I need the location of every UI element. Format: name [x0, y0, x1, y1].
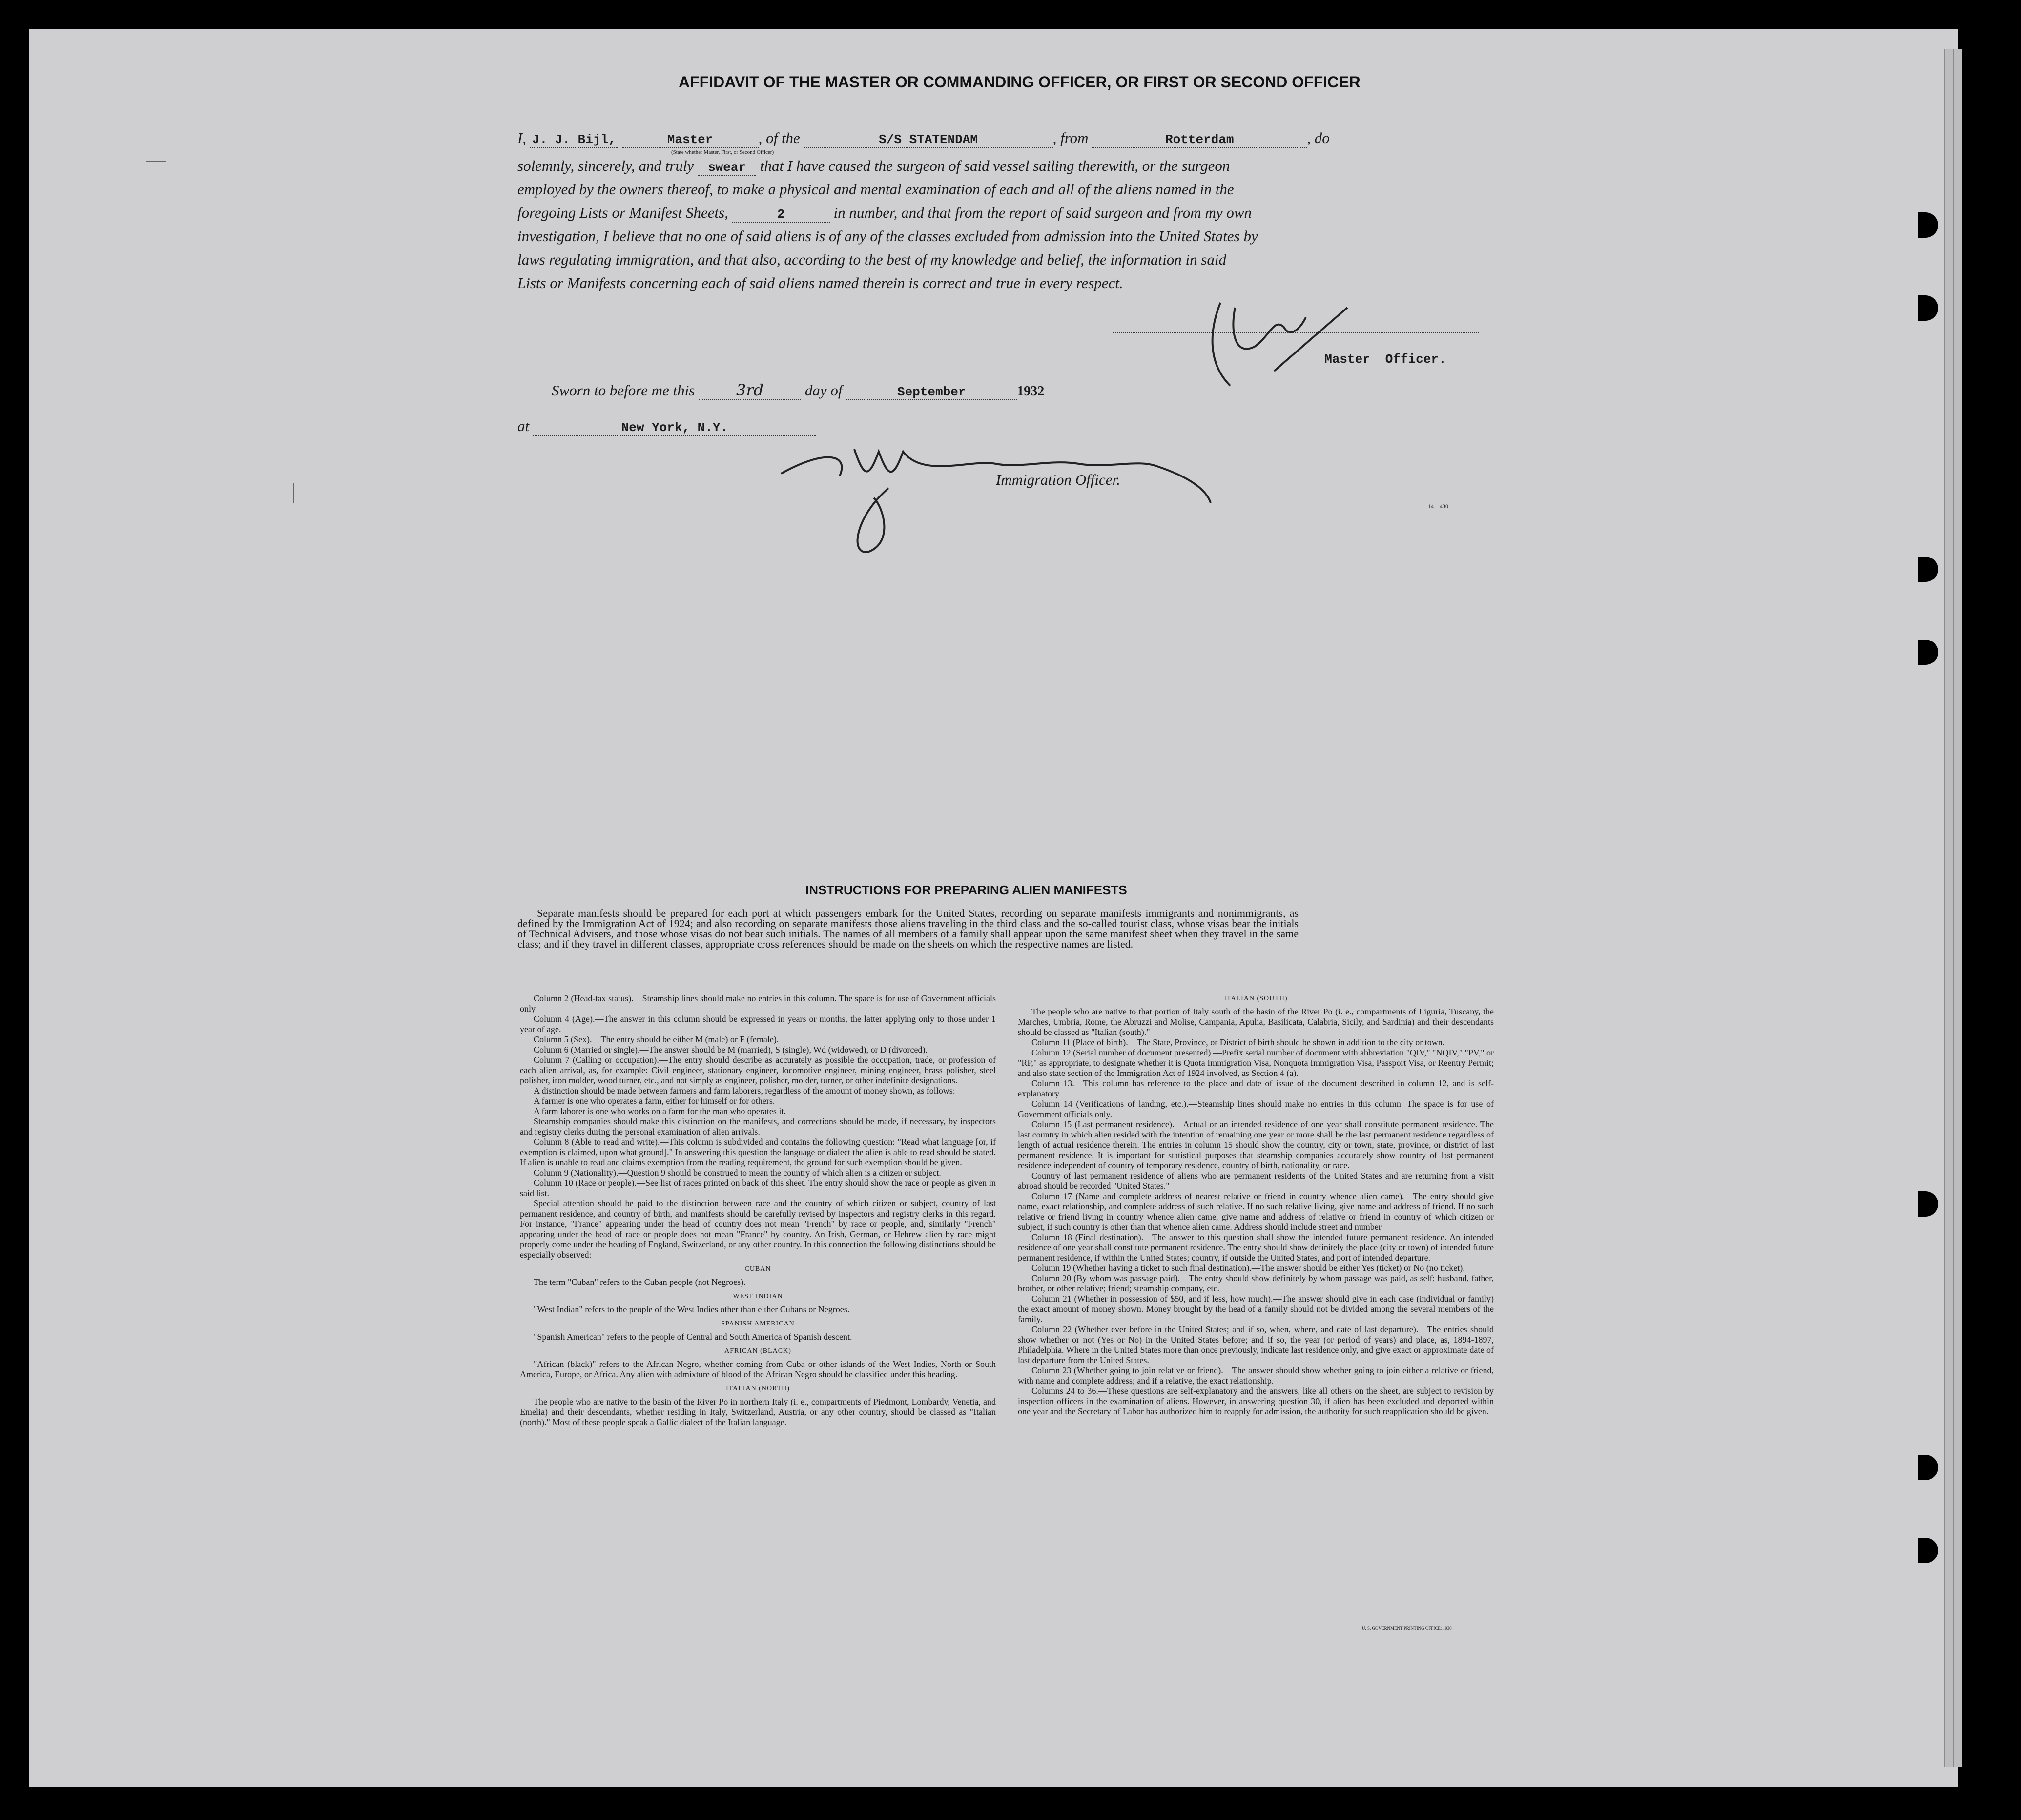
- instruction-paragraph: Columns 24 to 36.—These questions are self-explanatory and the answers, like all others on the sheet, are subject to revision by inspection officers in the examination of aliens. However, in answering question 30, if alien has been excluded and deported within one year and the Secretary of Labor has authorized him to reapply for admission, the authority for such reapplication should be given.: [1018, 1386, 1494, 1416]
- instruction-paragraph: The people who are native to that portion of Italy south of the basin of the River Po (i. e., compartments of Liguria, Tuscany, the Marches, Umbria, Rome, the Abruzzi and Molise, Campania, Apulia, Basilicata, Calabria, Sicily, and Sardinia) and their descendants should be classed as "Italian (south).": [1018, 1007, 1494, 1037]
- immigration-officer-label: Immigration Officer.: [996, 471, 1120, 488]
- instructions-left-column: [520, 993, 996, 1427]
- rank-field: Master: [622, 132, 759, 148]
- sworn-line: [552, 381, 1044, 400]
- text: I,: [517, 129, 527, 146]
- sworn-month-field: September: [846, 385, 1017, 400]
- text: , from: [1052, 129, 1089, 146]
- instruction-paragraph: Column 12 (Serial number of document presented).—Prefix serial number of document with abbreviation "QIV," "NQIV," "PV," or "RP," as appropriate, to designate whether it is Quota Immigration Visa, Nonquota Immigration Visa, Passport Visa, or Reentry Permit; and also state section of the Immigration Act of 1924 involved, as Section 4 (a).: [1018, 1048, 1494, 1078]
- officer-word: Officer.: [1385, 352, 1446, 367]
- affidavit-line-7: Lists or Manifests concerning each of said aliens named therein is correct and true in every respect.: [517, 274, 1123, 291]
- instruction-paragraph: Column 2 (Head-tax status).—Steamship lines should make no entries in this column. The space is for use of Government officials only.: [520, 993, 996, 1013]
- instruction-paragraph: Column 10 (Race or people).—See list of races printed on back of this sheet. The entry should show the race or people as given in said list.: [520, 1178, 996, 1198]
- instruction-paragraph: Column 23 (Whether going to join relative or friend).—The answer should show whether going to join either a relative or friend, with name and complete address; and if a relative, the exact relationship.: [1018, 1365, 1494, 1386]
- affidavit-line-4: [517, 204, 1252, 223]
- instruction-paragraph: Column 18 (Final destination).—The answer to this question shall show the intended future permanent residence. An intended residence of one year shall constitute permanent residence. The entry should show definitely the place (city or town) of intended future permanent residence, if within the United States; country, if outside the United States, and port of intended departure.: [1018, 1232, 1494, 1262]
- instruction-paragraph: The term "Cuban" refers to the Cuban people (not Negroes).: [534, 1277, 746, 1287]
- instruction-paragraph: "Spanish American" refers to the people of Central and South America of Spanish descent.: [534, 1332, 852, 1342]
- instruction-paragraph: A farm laborer is one who works on a farm for the man who operates it.: [534, 1106, 786, 1116]
- master-signature: [1201, 288, 1357, 395]
- text: , do: [1307, 129, 1330, 146]
- page-edge: [1953, 49, 1962, 1767]
- instruction-paragraph: Column 6 (Married or single).—The answer should be M (married), S (single), Wd (widowed), or D (divorced).: [534, 1045, 928, 1055]
- section-heading: ITALIAN (NORTH): [726, 1385, 790, 1392]
- section-heading: AFRICAN (BLACK): [724, 1347, 791, 1355]
- affidavit-line-2: [517, 157, 1230, 176]
- sheets-field: 2: [732, 207, 830, 223]
- officer-title: [1313, 349, 1446, 367]
- form-number: 14—430: [1428, 503, 1448, 510]
- instruction-paragraph: Column 15 (Last permanent residence).—Actual or an intended residence of one year shall constitute permanent residence. The last country in which alien resided with the intention of remaining one year or more shall be the last permanent residence regardless of length of actual residence therein. The entries in column 15 should show the country, city or town, state, province, or district of last permanent residence. It is important for statistical purposes that steamship companies accurately show country of last permanent residence independent of country of temporary residence, country of birth, nationality, or race.: [1018, 1119, 1494, 1170]
- affidavit-line-3: employed by the owners thereof, to make a physical and mental examination of each and all of the aliens named in the: [517, 181, 1234, 198]
- instruction-paragraph: A distinction should be made between farmers and farm laborers, regardless of the amount of money shown, as follows:: [534, 1086, 955, 1096]
- instruction-paragraph: Column 14 (Verifications of landing, etc.).—Steamship lines should make no entries in this column. The space is for use of Government officials only.: [1018, 1099, 1494, 1119]
- instructions-right-column: [1018, 993, 1494, 1417]
- year: 1932: [1017, 384, 1045, 399]
- section-heading: ITALIAN (SOUTH): [1224, 995, 1288, 1002]
- instruction-paragraph: Column 17 (Name and complete address of nearest relative or friend in country whence alien came).—The entry should give name, exact relationship, and complete address of such relative. If no such relative living, give name and address of friend. If no such relative or friend living in country whence alien came, give name and address of relative or friend in country of which citizen or subject, if such country is other than that whence alien came. Address should include street and number.: [1018, 1191, 1494, 1232]
- printer-line: U. S. GOVERNMENT PRINTING OFFICE: 1930: [1362, 1626, 1452, 1631]
- text: in number, and that from the report of said surgeon and from my own: [833, 204, 1252, 221]
- section-heading: WEST INDIAN: [733, 1293, 783, 1300]
- instruction-paragraph: Special attention should be paid to the distinction between race and the country of which citizen or subject, country of last permanent residence, and country of birth, and manifests should be carefully revised by inspectors and registry clerks in this regard. For instance, "France" appearing under the head of country does not mean "French" by race or people, and, similarly "French" appearing under the head of race or people does not mean "France" by country. An Irish, German, or Hebrew alien by race might properly come under the heading of England, Switzerland, or any other country. In this connection the following distinctions should be especially observed:: [520, 1199, 996, 1260]
- instruction-paragraph: Column 13.—This column has reference to the place and date of issue of the document described in column 12, and is self-explanatory.: [1018, 1078, 1494, 1098]
- text: , of the: [758, 129, 800, 146]
- place-field: New York, N.Y.: [533, 420, 816, 436]
- margin-mark: [146, 161, 166, 162]
- instruction-paragraph: Column 5 (Sex).—The entry should be either M (male) or F (female).: [534, 1034, 779, 1044]
- instruction-paragraph: Column 7 (Calling or occupation).—The entry should describe as accurately as possible the occupation, trade, or profession of each alien arrival, as, for example: Civil engineer, stationary engineer, locomotive engineer, mining engineer, brass polisher, steel polisher, iron molder, wood turner, etc., and not simply as engineer, polisher, molder, turner, or other indefinite designations.: [520, 1055, 996, 1085]
- instruction-paragraph: Column 11 (Place of birth).—The State, Province, or District of birth should be shown in addition to the city or town.: [1031, 1037, 1445, 1047]
- rank-note: (State whether Master, First, or Second Officer): [671, 149, 774, 155]
- text: day of: [804, 382, 843, 399]
- instruction-paragraph: "West Indian" refers to the people of the West Indies other than either Cubans or Negroes.: [534, 1304, 850, 1314]
- instruction-paragraph: Column 4 (Age).—The answer in this column should be expressed in years or months, the latter applying only to those under 1 year of age.: [520, 1014, 996, 1034]
- text: foregoing Lists or Manifest Sheets,: [517, 204, 728, 221]
- instruction-paragraph: "African (black)" refers to the African Negro, whether coming from Cuba or other islands of the West Indies, North or South America, Europe, or Africa. Any alien with admixture of blood of the African Negro should be classified under this heading.: [520, 1359, 996, 1379]
- oath-field: swear: [698, 160, 756, 176]
- instruction-paragraph: Column 19 (Whether having a ticket to such final destination).—The answer should be either Yes (ticket) or No (no ticket).: [1031, 1263, 1465, 1273]
- master-name-field: J. J. Bijl,: [530, 132, 618, 148]
- port-field: Rotterdam: [1092, 132, 1307, 148]
- instruction-paragraph: Country of last permanent residence of aliens who are permanent residents of the United States and are returning from a visit abroad should be recorded "United States.": [1018, 1171, 1494, 1191]
- text: at: [517, 417, 530, 434]
- officer-rank: Master: [1324, 352, 1370, 367]
- affidavit-title: AFFIDAVIT OF THE MASTER OR COMMANDING OFFICER, OR FIRST OR SECOND OFFICER: [679, 73, 1361, 91]
- section-heading: SPANISH AMERICAN: [721, 1320, 795, 1327]
- instructions-intro: Separate manifests should be prepared for each port at which passengers embark for the United States, recording on separate manifests immigrants and nonimmigrants, as defined by the Immigration Act of 1924; and also recording on separate manifests those aliens traveling in the third class and the so-called tourist class, whose visas bear the initials of Technical Advisers, and those whose visas do not bear such initials. The names of all members of a family shall appear upon the same manifest sheet when they travel in the same class; and if they travel in different classes, appropriate cross references should be made on the sheets on which the respective names are listed.: [517, 907, 1299, 950]
- margin-mark: [293, 483, 294, 503]
- sworn-day-field: 3rd: [699, 381, 801, 400]
- text: Sworn to before me this: [552, 382, 695, 399]
- instruction-paragraph: The people who are native to the basin of the River Po in northern Italy (i. e., compartments of Piedmont, Lombardy, Venetia, and Emelia) and their descendants, whether residing in Italy, Switzerland, Austria, or any other country, should be classed as "Italian (north)." Most of these people speak a Gallic dialect of the Italian language.: [520, 1397, 996, 1427]
- affidavit-line-1: [517, 129, 1330, 148]
- vessel-field: S/S STATENDAM: [804, 132, 1053, 148]
- instruction-paragraph: Column 22 (Whether ever before in the United States; and if so, when, where, and date of last departure).—The entries should show whether or not (Yes or No) in the United States before; and if so, the year (or period of years) and place, as, 1894-1897, Philadelphia. Where in the United States more than once previously, indicate last residence only, and give exact or approximate date of last departure from the United States.: [1018, 1324, 1494, 1365]
- instruction-paragraph: Steamship companies should make this distinction on the manifests, and corrections should be made, if necessary, by inspectors and registry clerks during the personal examination of alien arrivals.: [520, 1117, 996, 1137]
- instruction-paragraph: Column 20 (By whom was passage paid).—The entry should show definitely by whom passage was paid, as self; husband, father, brother, or other relative; friend; steamship company, etc.: [1018, 1273, 1494, 1293]
- instructions-title: INSTRUCTIONS FOR PREPARING ALIEN MANIFESTS: [805, 883, 1127, 897]
- text: solemnly, sincerely, and truly: [517, 157, 694, 174]
- affidavit-line-6: laws regulating immigration, and that also, according to the best of my knowledge and belief, the information in said: [517, 251, 1227, 268]
- immigration-officer-signature: [766, 430, 1225, 566]
- text: that I have caused the surgeon of said vessel sailing therewith, or the surgeon: [760, 157, 1230, 174]
- instruction-paragraph: Column 8 (Able to read and write).—This column is subdivided and contains the following question: "Read what language [or, if exemption is claimed, upon what ground]." In answering this question the language or dialect the alien is able to read should be stated. If alien is unable to read and claims exemption from the reading requirement, the ground for such exemption should be given.: [520, 1137, 996, 1167]
- affidavit-line-5: investigation, I believe that no one of said aliens is of any of the classes excluded from admission into the United States by: [517, 228, 1258, 245]
- instruction-paragraph: Column 9 (Nationality).—Question 9 should be construed to mean the country of which alien is a citizen or subject.: [534, 1168, 941, 1178]
- section-heading: CUBAN: [744, 1265, 771, 1273]
- instruction-paragraph: Column 21 (Whether in possession of $50, and if less, how much).—The answer should give in each case (individual or family) the exact amount of money shown. Money brought by the head of a family should not be divided among the several members of the family.: [1018, 1294, 1494, 1324]
- instruction-paragraph: A farmer is one who operates a farm, either for himself or for others.: [534, 1096, 775, 1106]
